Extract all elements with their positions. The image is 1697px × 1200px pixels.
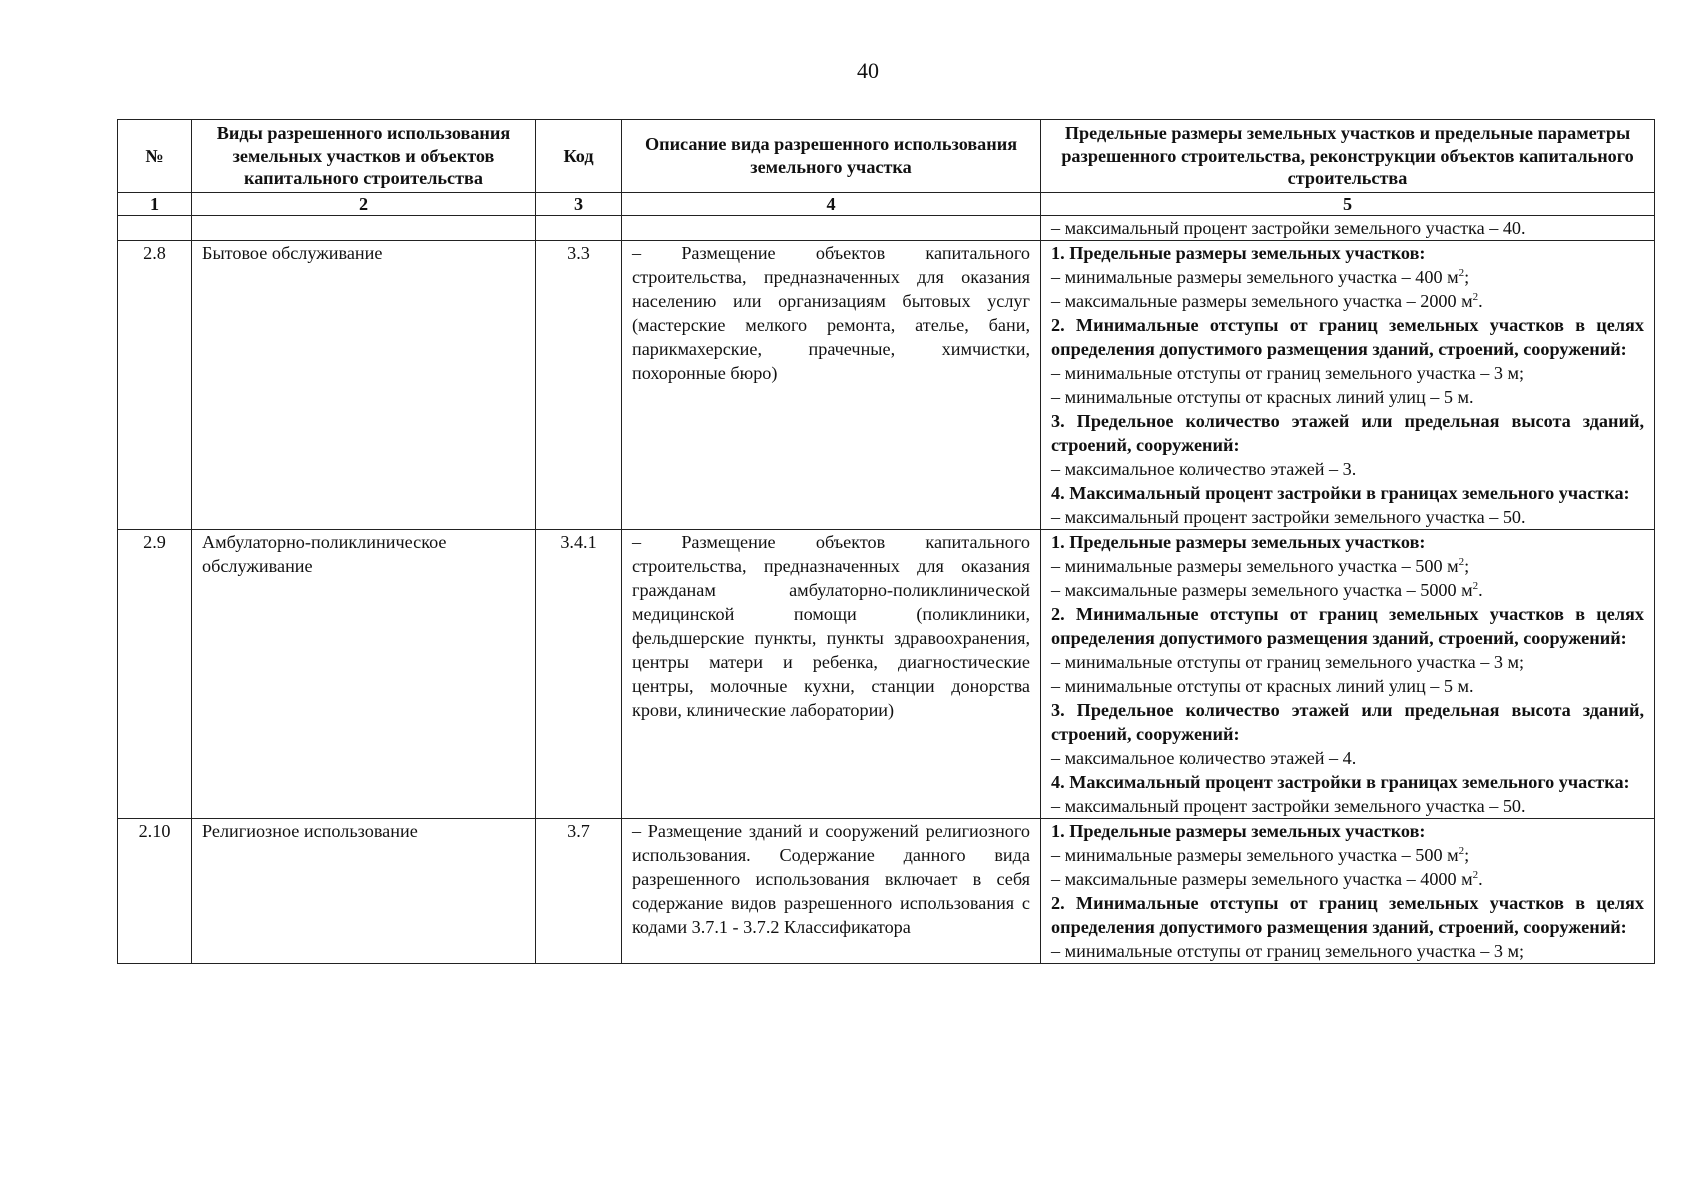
table-header-row (118, 120, 1655, 193)
use-code: 3.7 (536, 818, 622, 963)
use-code: 3.3 (536, 240, 622, 529)
param-line: – минимальные отступы от границ земельного участка – 3 м; (1051, 940, 1525, 961)
table-row-continuation (118, 215, 1655, 240)
continuation-line: – максимальный процент застройки земельного участка – 40. (1051, 217, 1526, 238)
parameters-cell (1041, 529, 1655, 818)
param-line: – минимальные размеры земельного участка – 500 $м^2$; (1051, 844, 1470, 865)
column-number: 4 (622, 192, 1041, 215)
param-line: – максимальные размеры земельного участка – 5000 $м^2$. (1051, 579, 1483, 600)
param-line: – минимальные размеры земельного участка – 400 $м^2$; (1051, 266, 1470, 287)
table-row (118, 818, 1655, 963)
param-heading-2: 2. Минимальные отступы от границ земельных участков в целях определения допустимого размещения зданий, строений, сооружений: (1051, 314, 1644, 359)
param-line: – минимальные отступы от границ земельного участка – 3 м; (1051, 362, 1525, 383)
header-code: Код (536, 120, 622, 193)
column-number: 1 (118, 192, 192, 215)
param-heading-1: 1. Предельные размеры земельных участков: (1051, 531, 1426, 552)
param-heading-2: 2. Минимальные отступы от границ земельных участков в целях определения допустимого размещения зданий, строений, сооружений: (1051, 603, 1644, 648)
param-heading-4: 4. Максимальный процент застройки в границах земельного участка: (1051, 482, 1630, 503)
param-heading-2: 2. Минимальные отступы от границ земельных участков в целях определения допустимого размещения зданий, строений, сооружений: (1051, 892, 1644, 937)
param-line: – максимальное количество этажей – 3. (1051, 458, 1357, 479)
column-number: 2 (192, 192, 536, 215)
header-parameters: Предельные размеры земельных участков и предельные параметры разрешенного строительства, реконструкции объектов капитального строительства (1041, 120, 1655, 193)
page-number: 40 (857, 58, 879, 83)
header-description: Описание вида разрешенного использования земельного участка (622, 120, 1041, 193)
row-number: 2.9 (118, 529, 192, 818)
table-row (118, 529, 1655, 818)
use-kind: Религиозное использование (192, 818, 536, 963)
use-kind: Амбулаторно-поликлиническое обслуживание (192, 529, 536, 818)
param-heading-3: 3. Предельное количество этажей или предельная высота зданий, строений, сооружений: (1051, 410, 1644, 455)
use-description: – Размещение объектов капитального строительства, предназначенных для оказания гражданам амбулаторно-поликлинической медицинской помощи (поликлиники, фельдшерские пункты, пункты здравоохранения, центры матери и ребенка, диагностические центры, молочные кухни, станции донорства крови, клинические лаборатории) (622, 529, 1041, 818)
use-description: – Размещение зданий и сооружений религиозного использования. Содержание данного вида разрешенного использования включает в себя содержание видов разрешенного использования с кодами 3.7.1 - 3.7.2 Классификатора (622, 818, 1041, 963)
header-number: № (118, 120, 192, 193)
param-heading-1: 1. Предельные размеры земельных участков: (1051, 242, 1426, 263)
param-line: – максимальный процент застройки земельного участка – 50. (1051, 795, 1526, 816)
parameters-cell (1041, 240, 1655, 529)
column-number: 3 (536, 192, 622, 215)
param-line: – минимальные размеры земельного участка – 500 $м^2$; (1051, 555, 1470, 576)
row-number: 2.8 (118, 240, 192, 529)
param-line: – минимальные отступы от границ земельного участка – 3 м; (1051, 651, 1525, 672)
param-line: – максимальное количество этажей – 4. (1051, 747, 1357, 768)
param-line: – максимальные размеры земельного участка – 2000 $м^2$. (1051, 290, 1483, 311)
param-heading-4: 4. Максимальный процент застройки в границах земельного участка: (1051, 771, 1630, 792)
land-use-table (117, 119, 1655, 964)
header-use-kind: Виды разрешенного использования земельных участков и объектов капитального строительства (192, 120, 536, 193)
use-code: 3.4.1 (536, 529, 622, 818)
param-line: – минимальные отступы от красных линий улиц – 5 м. (1051, 386, 1474, 407)
use-description: – Размещение объектов капитального строительства, предназначенных для оказания населению или организациям бытовых услуг (мастерские мелкого ремонта, ателье, бани, парикмахерские, прачечные, химчистки, похоронные бюро) (622, 240, 1041, 529)
param-line: – максимальные размеры земельного участка – 4000 $м^2$. (1051, 868, 1483, 889)
table-row (118, 240, 1655, 529)
column-number-row (118, 192, 1655, 215)
param-line: – максимальный процент застройки земельного участка – 50. (1051, 506, 1526, 527)
param-heading-1: 1. Предельные размеры земельных участков: (1051, 820, 1426, 841)
param-heading-3: 3. Предельное количество этажей или предельная высота зданий, строений, сооружений: (1051, 699, 1644, 744)
parameters-cell (1041, 818, 1655, 963)
use-kind: Бытовое обслуживание (192, 240, 536, 529)
row-number: 2.10 (118, 818, 192, 963)
column-number: 5 (1041, 192, 1655, 215)
param-line: – минимальные отступы от красных линий улиц – 5 м. (1051, 675, 1474, 696)
